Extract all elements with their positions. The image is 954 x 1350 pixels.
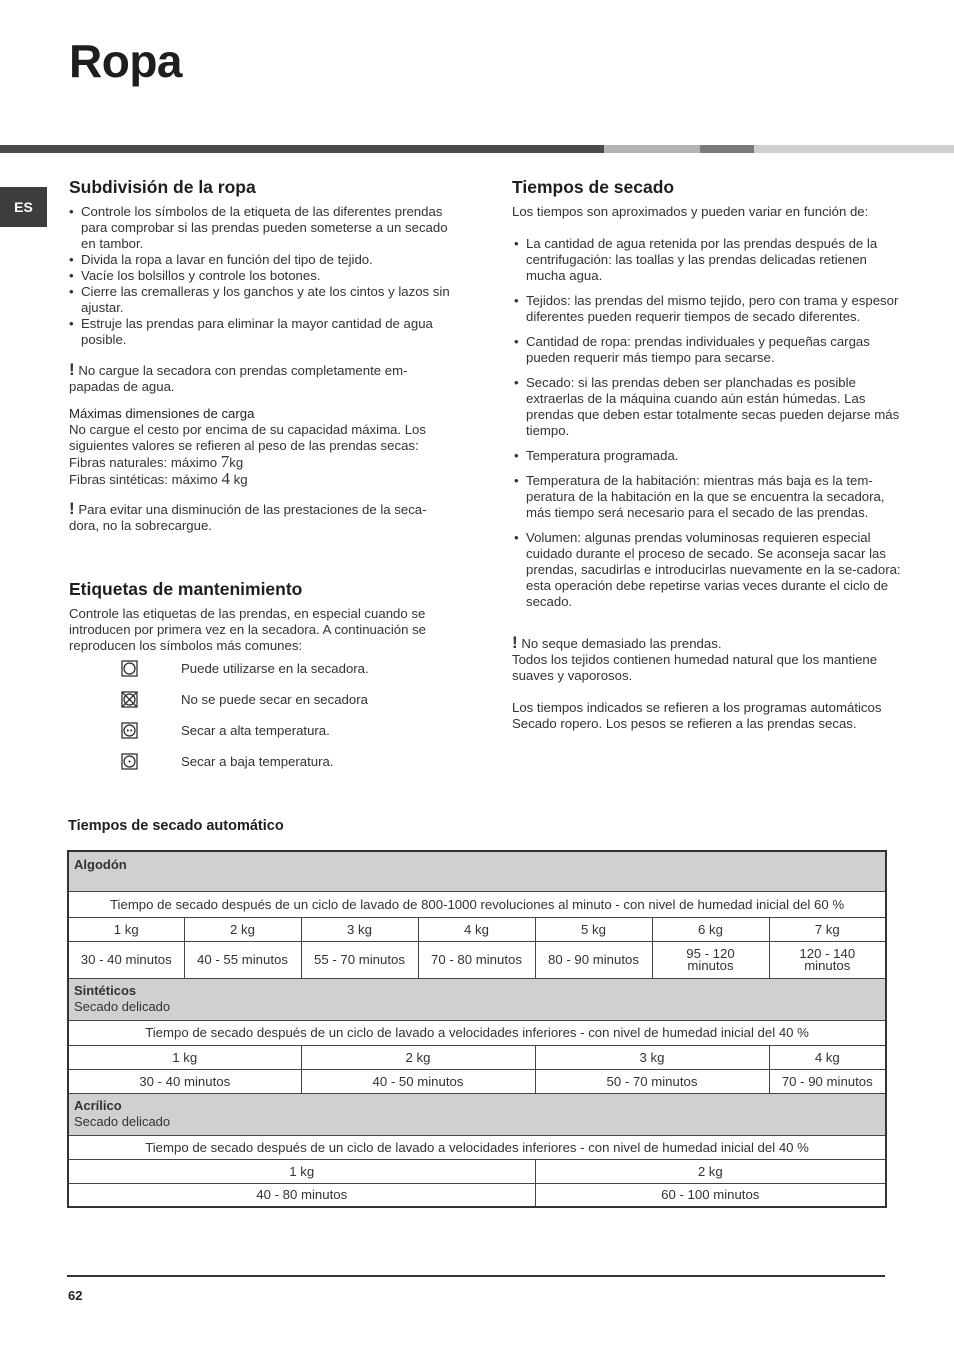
table-cell: 30 - 40 minutos [68,941,184,978]
list-item: • Volumen: algunas prendas voluminosas requieren especial cuidado durante el proceso de secado. Se aconseja sacar las prendas, sacudirlas e introducirlas nuevamente en la se-cadora: esta operación debe repetirse varias veces durante el ciclo de secado. [512,530,908,610]
warning-note: ! No seque demasiado las prendas. [512,633,722,652]
category-header: Sintéticos Secado delicado [68,978,886,1020]
table-desc: Tiempo de secado después de un ciclo de lavado a velocidades inferiores - con nivel de humedad inicial del 40 % [68,1135,886,1159]
drying-times-table [67,850,887,1208]
table-cell: 70 - 80 minutos [418,941,535,978]
final-note: Los tiempos indicados se refieren a los programas automáticos Secado ropero. Los pesos se refieren a las prendas secas. [512,700,882,731]
synthetic-fibers: Fibras sintéticas: máximo 4 kg [69,469,248,488]
table-cell: 40 - 50 minutos [301,1069,535,1093]
list-item: • La cantidad de agua retenida por las prendas después de la centrifugación: las toallas y las prendas delicadas retienen mucha agua. [512,236,908,284]
warning-icon: ! [69,360,75,379]
category-header: Algodón [68,851,886,891]
section-subdivision [69,177,454,534]
symbol-row: No se puede secar en secadora [121,691,138,708]
list-item: • Vacíe los bolsillos y controle los botones. [69,268,454,284]
table-desc: Tiempo de secado después de un ciclo de lavado de 800-1000 revoluciones al minuto - con nivel de humedad inicial del 60 % [68,891,886,917]
header-bar-light [604,145,700,153]
table-cell: 1 kg [68,917,184,941]
list-item: • Divida la ropa a lavar en función del tipo de tejido. [69,252,454,268]
warning-note: ! Para evitar una disminución de las prestaciones de la seca-dora, no la sobrecargue. [69,499,427,533]
warning-icon: ! [69,499,75,518]
list-item: • Temperatura programada. [512,448,908,464]
footer-divider [67,1275,885,1277]
section-care-labels [69,579,454,654]
table-cell: 55 - 70 minutos [301,941,418,978]
table-cell: 2 kg [184,917,301,941]
list-item: • Cierre las cremalleras y los ganchos y ate los cintos y lazos sin ajustar. [69,284,454,316]
header-bar-mid [700,145,754,153]
table-heading: Tiempos de secado automático [68,818,284,834]
list-item: • Estruje las prendas para eliminar la mayor cantidad de agua posible. [69,316,454,348]
no-tumble-dry-icon [121,691,138,708]
table-desc: Tiempo de secado después de un ciclo de lavado a velocidades inferiores - con nivel de humedad inicial del 40 % [68,1020,886,1045]
table-cell: 120 - 140 minutos [769,941,886,978]
subdivision-list [69,204,454,348]
drying-factors-list [512,236,908,610]
list-item: • Cantidad de ropa: prendas individuales y pequeñas cargas pueden requerir más tiempo para secarse. [512,334,908,366]
table-cell: 40 - 55 minutos [184,941,301,978]
header-bar-dark [0,145,604,153]
load-text: No cargue el cesto por encima de su capacidad máxima. Los siguientes valores se refieren al peso de las prendas secas: [69,422,426,453]
tumble-dry-low-icon [121,753,138,770]
load-subheading: Máximas dimensiones de carga [69,406,255,421]
symbol-row: Secar a alta temperatura. [121,722,138,739]
warning-icon: ! [512,633,518,652]
care-intro: Controle las etiquetas de las prendas, en especial cuando se introducen por primera vez en la secadora. A continuación se reproducen los símbolos más comunes: [69,606,427,653]
table-cell: 5 kg [535,917,652,941]
table-cell: 2 kg [301,1045,535,1069]
table-cell: 4 kg [769,1045,886,1069]
list-item: • Secado: si las prendas deben ser planchadas es posible extraerlas de la máquina cuando aún están húmedas. Las prendas que deben estar totalmente secas pueden dejarse más tiempo. [512,375,908,439]
list-item: • Temperatura de la habitación: mientras más baja es la tem-peratura de la habitación en la que se encuentra la secadora, más tiempo será necesario para el secado de las prendas. [512,473,908,521]
table-cell: 40 - 80 minutos [68,1183,535,1207]
symbol-row: Puede utilizarse en la secadora. [121,660,138,677]
table-cell: 70 - 90 minutos [769,1069,886,1093]
tumble-dry-icon [121,660,138,677]
table-cell: 1 kg [68,1045,301,1069]
section-drying-times [512,177,908,732]
language-tab: ES [0,187,47,227]
list-item: • Tejidos: las prendas del mismo tejido, pero con trama y espesor diferentes pueden requerir tiempos de secado diferentes. [512,293,908,325]
section-heading: Tiempos de secado [512,177,675,197]
page-title: Ropa [69,35,182,87]
page-number: 62 [68,1288,83,1303]
tumble-dry-high-icon [121,722,138,739]
table-cell: 1 kg [68,1159,535,1183]
table-cell: 50 - 70 minutos [535,1069,769,1093]
section-heading: Etiquetas de mantenimiento [69,579,303,599]
table-cell: 2 kg [535,1159,886,1183]
table-cell: 80 - 90 minutos [535,941,652,978]
table-cell: 95 - 120 minutos [652,941,769,978]
drying-intro: Los tiempos son aproximados y pueden variar en función de: [512,204,869,219]
table-cell: 60 - 100 minutos [535,1183,886,1207]
table-cell: 3 kg [301,917,418,941]
table-cell: 6 kg [652,917,769,941]
table-cell: 4 kg [418,917,535,941]
warning-note: ! No cargue la secadora con prendas completamente em-papadas de agua. [69,360,408,394]
table-cell: 7 kg [769,917,886,941]
table-cell: 30 - 40 minutos [68,1069,301,1093]
category-header: Acrílico Secado delicado [68,1093,886,1135]
list-item: • Controle los símbolos de la etiqueta de las diferentes prendas para comprobar si las prendas pueden someterse a un secado en tambor. [69,204,454,252]
warning-text: Todos los tejidos contienen humedad natural que los mantiene suaves y vaporosos. [512,652,878,683]
header-bar-pale [754,145,954,153]
symbol-row: Secar a baja temperatura. [121,753,138,770]
section-heading: Subdivisión de la ropa [69,177,256,197]
natural-fibers: Fibras naturales: máximo 7kg [69,452,244,471]
table-cell: 3 kg [535,1045,769,1069]
